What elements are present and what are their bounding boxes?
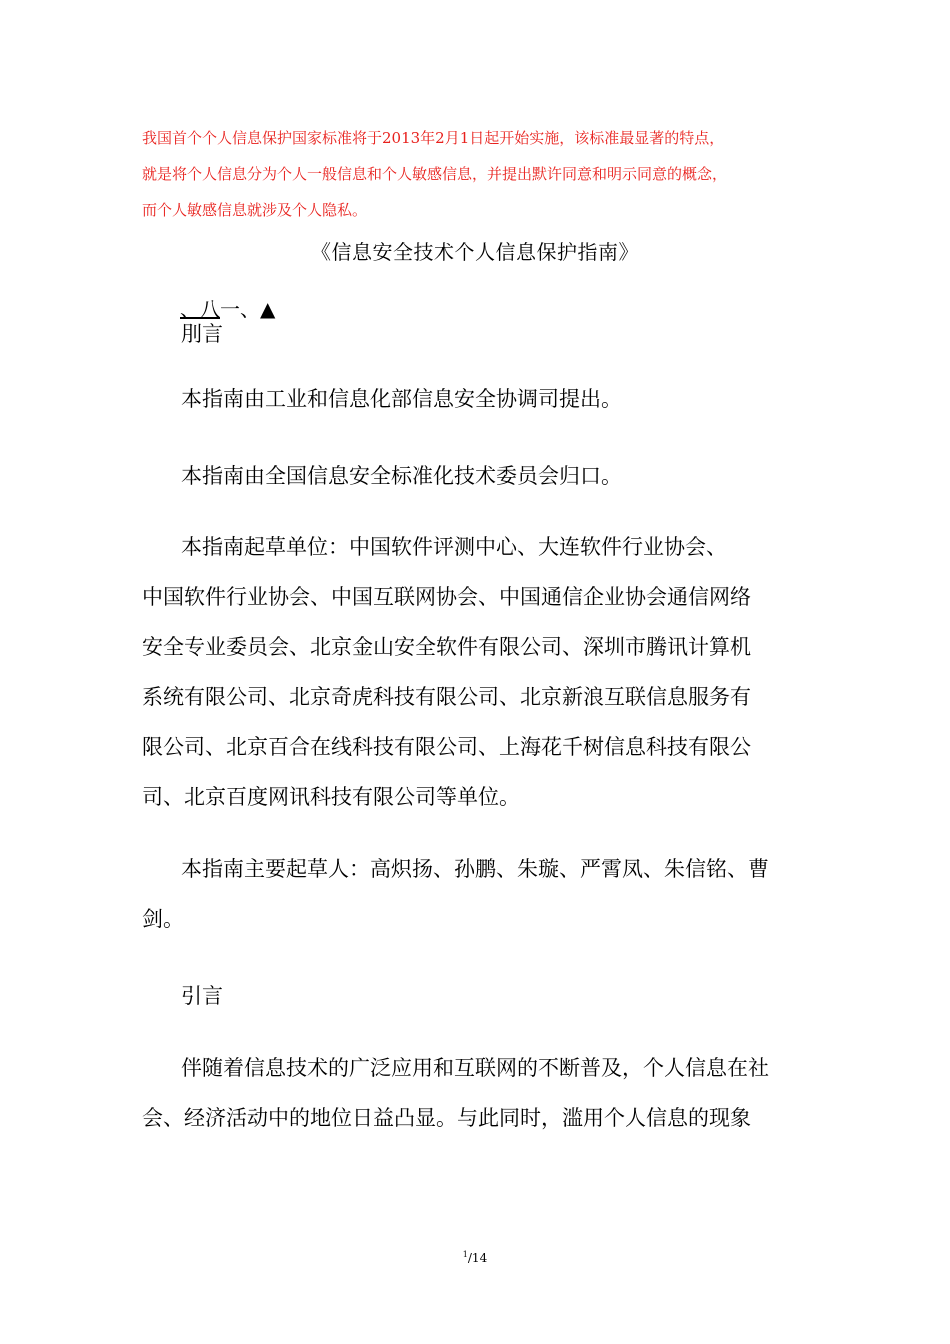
paragraph-drafters-line-1: 本指南主要起草人：高炽扬、孙鹏、朱璇、严霄凤、朱信铭、曹 [181,857,769,881]
paragraph-drafters-line-2: 剑。 [142,907,184,931]
paragraph-drafting-units-line-5: 限公司、北京百合在线科技有限公司、上海花千树信息科技有限公 [142,735,751,759]
heading-symbols-underlined: 、八 [180,297,220,321]
section-heading-introduction: 引言 [181,984,223,1008]
red-note-line-3: 而个人敏感信息就涉及个人隐私。 [142,201,368,219]
paragraph-drafting-units-line-2: 中国软件行业协会、中国互联网协会、中国通信企业协会通信网络 [142,585,751,609]
paragraph-drafting-units-line-4: 系统有限公司、北京奇虎科技有限公司、北京新浪互联信息服务有 [142,685,751,709]
heading-symbols-rest: 一、▲ [220,297,276,321]
page-number-current: 1 [462,1250,468,1259]
paragraph-drafting-units-line-3: 安全专业委员会、北京金山安全软件有限公司、深圳市腾讯计算机 [142,635,751,659]
paragraph-drafting-units-line-1: 本指南起草单位：中国软件评测中心、大连软件行业协会、 [181,535,727,559]
section-heading-foreword: 刖言 [181,322,223,346]
page-number-total: /14 [467,1251,488,1265]
red-note-line-1: 我国首个个人信息保护国家标准将于2013年2月1日起开始实施，该标准最显著的特点， [142,129,725,147]
paragraph-drafting-units-line-6: 司、北京百度网讯科技有限公司等单位。 [142,785,520,809]
document-title: 《信息安全技术个人信息保护指南》 [311,240,639,264]
red-note-line-2: 就是将个人信息分为个人一般信息和个人敏感信息，并提出默许同意和明示同意的概念， [142,165,728,183]
paragraph-intro-line-2: 会、经济活动中的地位日益凸显。与此同时，滥用个人信息的现象 [142,1106,751,1130]
page-number [0,1250,950,1265]
paragraph-intro-line-1: 伴随着信息技术的广泛应用和互联网的不断普及，个人信息在社 [181,1056,769,1080]
paragraph-centralized: 本指南由全国信息安全标准化技术委员会归口。 [181,464,622,488]
paragraph-proposer: 本指南由工业和信息化部信息安全协调司提出。 [181,387,622,411]
